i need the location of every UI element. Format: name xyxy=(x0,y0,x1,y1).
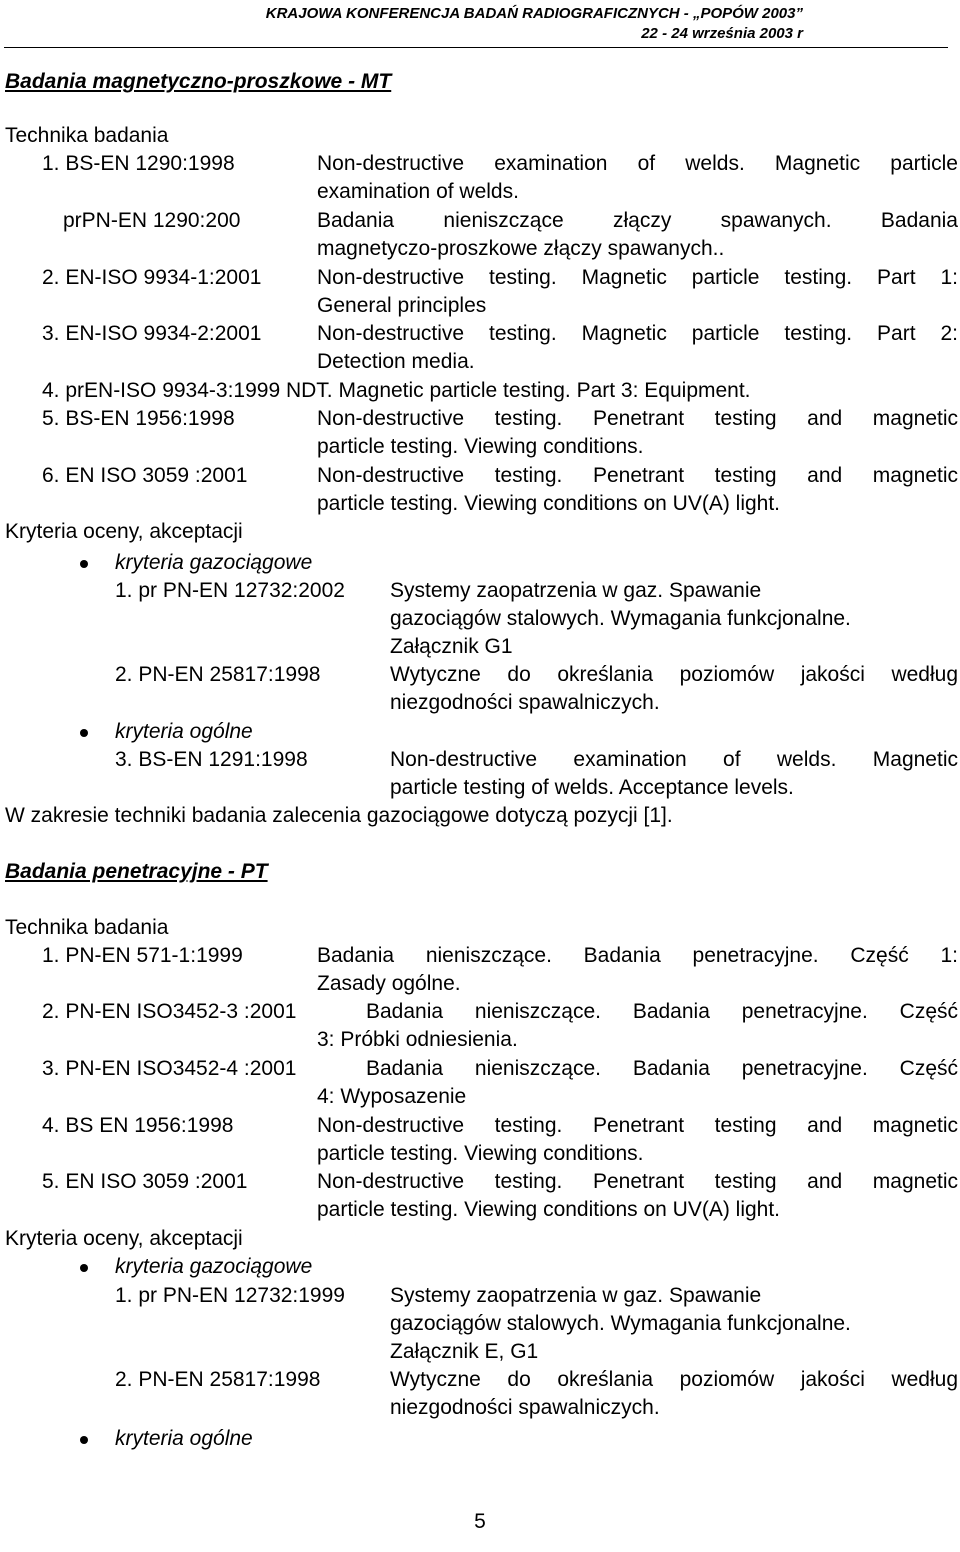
pt-bullet-pipeline: kryteria gazociągowe xyxy=(115,1255,313,1278)
conference-header: KRAJOWA KONFERENCJA BADAŃ RADIOGRAFICZNYCH - „POPÓW 2003” xyxy=(265,5,803,22)
mt-criteria-code: 1. pr PN-EN 12732:2002 xyxy=(115,579,345,602)
pt-criteria-heading: Kryteria oceny, akceptacji xyxy=(5,1227,243,1250)
mt-criteria-desc: Wytyczne do określania poziomów jakości według niezgodności spawalniczych. xyxy=(390,663,958,714)
mt-note: W zakresie techniki badania zalecenia gazociągowe dotyczą pozycji [1]. xyxy=(5,804,673,827)
mt-standard-line: 4. prEN-ISO 9934-3:1999 NDT. Magnetic particle testing. Part 3: Equipment. xyxy=(42,379,751,402)
mt-standard-desc: Non-destructive testing. Magnetic particle testing. Part 1: General principles xyxy=(317,266,958,317)
conference-dates: 22 - 24 września 2003 r xyxy=(641,25,803,42)
bullet-icon xyxy=(80,560,88,568)
pt-criteria-code: 2. PN-EN 25817:1998 xyxy=(115,1368,321,1391)
page-number: 5 xyxy=(474,1510,486,1533)
mt-standard-code: 5. BS-EN 1956:1998 xyxy=(42,407,235,430)
pt-technique-heading: Technika badania xyxy=(5,916,169,939)
pt-standard-desc: Badania nieniszczące. Badania penetracyjne. Część 3: Próbki odniesienia. xyxy=(317,1000,958,1051)
bullet-icon xyxy=(80,1264,88,1272)
mt-general-code: 3. BS-EN 1291:1998 xyxy=(115,748,308,771)
mt-standard-desc: Non-destructive testing. Penetrant testing and magnetic particle testing. Viewing conditions. xyxy=(317,407,958,458)
pt-bullet-general: kryteria ogólne xyxy=(115,1427,253,1450)
mt-standard-desc: Non-destructive testing. Penetrant testing and magnetic particle testing. Viewing conditions on UV(A) light. xyxy=(317,464,958,515)
mt-standard-code: prPN-EN 1290:200 xyxy=(63,209,241,232)
mt-bullet-pipeline: kryteria gazociągowe xyxy=(115,551,313,574)
mt-standard-code: 2. EN-ISO 9934-1:2001 xyxy=(42,266,262,289)
pt-standard-desc: Badania nieniszczące. Badania penetracyjne. Część 1: Zasady ogólne. xyxy=(317,944,958,995)
pt-criteria-desc: Załącznik E, G1 xyxy=(390,1340,539,1363)
mt-bullet-general: kryteria ogólne xyxy=(115,720,253,743)
mt-standard-desc: Badania nieniszczące złączy spawanych. Badania magnetyczo-proszkowe złączy spawanych.. xyxy=(317,209,958,260)
bullet-icon xyxy=(80,729,88,737)
header-rule xyxy=(4,47,948,48)
mt-technique-heading: Technika badania xyxy=(5,124,169,147)
pt-standard-desc: Non-destructive testing. Penetrant testing and magnetic particle testing. Viewing conditions on UV(A) light. xyxy=(317,1170,958,1221)
mt-criteria-heading: Kryteria oceny, akceptacji xyxy=(5,520,243,543)
mt-general-desc: Non-destructive examination of welds. Magnetic particle testing of welds. Acceptance levels. xyxy=(390,748,958,799)
mt-standard-code: 6. EN ISO 3059 :2001 xyxy=(42,464,248,487)
pt-standard-code: 1. PN-EN 571-1:1999 xyxy=(42,944,243,967)
pt-criteria-desc: Systemy zaopatrzenia w gaz. Spawanie xyxy=(390,1284,762,1307)
pt-section-title: Badania penetracyjne - PT xyxy=(5,860,268,883)
mt-criteria-desc: Systemy zaopatrzenia w gaz. Spawanie xyxy=(390,579,762,602)
mt-standard-desc: Non-destructive examination of welds. Magnetic particle examination of welds. xyxy=(317,152,958,203)
mt-standard-desc: Non-destructive testing. Magnetic particle testing. Part 2: Detection media. xyxy=(317,322,958,373)
pt-standard-desc: Non-destructive testing. Penetrant testing and magnetic particle testing. Viewing conditions. xyxy=(317,1114,958,1165)
mt-criteria-desc: Załącznik G1 xyxy=(390,635,513,658)
bullet-icon xyxy=(80,1436,88,1444)
mt-section-title: Badania magnetyczno-proszkowe - MT xyxy=(5,70,392,93)
pt-standard-code: 3. PN-EN ISO3452-4 :2001 xyxy=(42,1057,297,1080)
pt-standard-code: 5. EN ISO 3059 :2001 xyxy=(42,1170,248,1193)
pt-standard-code: 4. BS EN 1956:1998 xyxy=(42,1114,234,1137)
pt-standard-desc: Badania nieniszczące. Badania penetracyjne. Część 4: Wyposazenie xyxy=(317,1057,958,1108)
mt-criteria-desc: gazociągów stalowych. Wymagania funkcjonalne. xyxy=(390,607,851,630)
pt-criteria-desc: Wytyczne do określania poziomów jakości według niezgodności spawalniczych. xyxy=(390,1368,958,1419)
pt-criteria-code: 1. pr PN-EN 12732:1999 xyxy=(115,1284,345,1307)
mt-standard-code: 3. EN-ISO 9934-2:2001 xyxy=(42,322,262,345)
pt-standard-code: 2. PN-EN ISO3452-3 :2001 xyxy=(42,1000,297,1023)
pt-criteria-desc: gazociągów stalowych. Wymagania funkcjonalne. xyxy=(390,1312,851,1335)
mt-criteria-code: 2. PN-EN 25817:1998 xyxy=(115,663,321,686)
mt-standard-code: 1. BS-EN 1290:1998 xyxy=(42,152,235,175)
